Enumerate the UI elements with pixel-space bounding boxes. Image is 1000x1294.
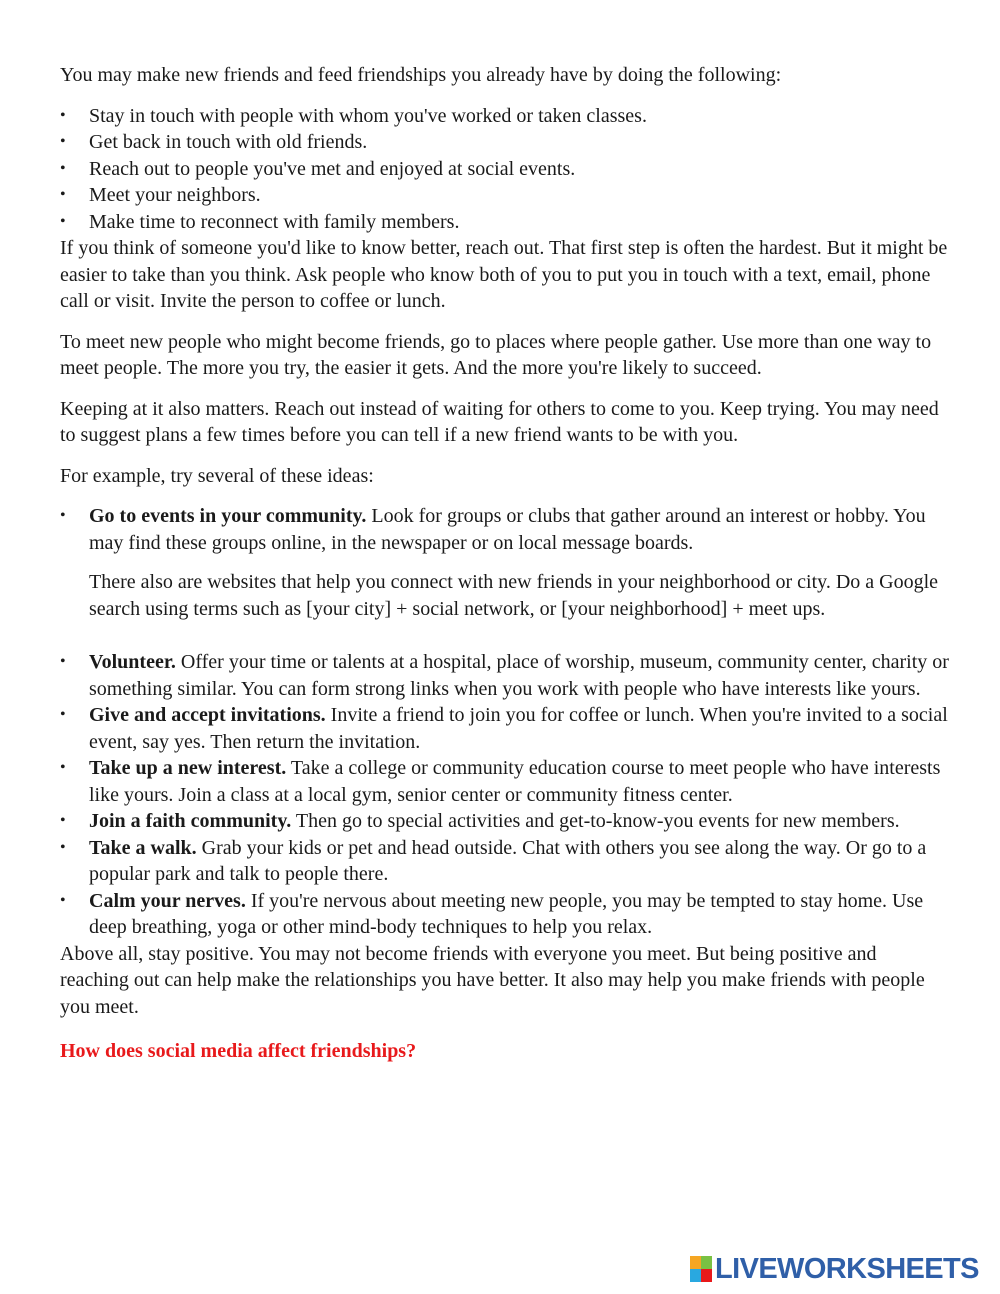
section-heading: How does social media affect friendships? bbox=[60, 1040, 417, 1062]
paragraph-keeping-at-it: Keeping at it also matters. Reach out instead of waiting for others to come to you. Keep trying. You may need to suggest plans a few times before you can tell if a new friend wants to be with you. bbox=[60, 397, 939, 446]
list-item-volunteer bbox=[60, 649, 950, 702]
paragraph-reach-out: If you think of someone you'd like to know better, reach out. That first step is often the hardest. But it might be easier to take than you think. Ask people who know both of you to put you in touch with a text, email, phone call or visit. Invite the person to coffee or lunch. bbox=[60, 237, 948, 312]
logo-mark-icon bbox=[690, 1256, 712, 1282]
list-item: • Meet your neighbors. bbox=[60, 182, 950, 209]
logo-square bbox=[701, 1269, 712, 1282]
document-page bbox=[60, 62, 950, 1065]
item-title: Join a faith community. bbox=[89, 810, 292, 832]
list-item: • Get back in touch with old friends. bbox=[60, 129, 950, 156]
list-item-invitations bbox=[60, 702, 950, 755]
item-title: Go to events in your community. bbox=[89, 505, 367, 527]
item-text: If you're nervous about meeting new people, you may be tempted to stay home. Use deep breathing, yoga or other mind-body techniques to help you relax. bbox=[89, 889, 924, 938]
closing-paragraph: Above all, stay positive. You may not become friends with everyone you meet. But being positive and reaching out can help make the relationships you have better. It also may help you make friends with people you meet. bbox=[60, 942, 925, 1018]
paragraph-for-example: For example, try several of these ideas: bbox=[60, 464, 374, 487]
item-text: Invite a friend to join you for coffee or lunch. When you're invited to a social event, say yes. Then return the invitation. bbox=[89, 704, 948, 753]
list-item-nerves bbox=[60, 888, 950, 941]
logo-text: LIVEWORKSHEETS bbox=[715, 1253, 979, 1285]
liveworksheets-logo[interactable] bbox=[690, 1253, 990, 1285]
ideas-list bbox=[60, 503, 950, 941]
list-item-events bbox=[60, 503, 950, 622]
list-item: • Make time to reconnect with family members. bbox=[60, 209, 950, 236]
item-text: Take a college or community education course to meet people who have interests like yours. Join a class at a local gym, senior center or community fitness center. bbox=[89, 757, 941, 806]
paragraph-meet-people: To meet new people who might become friends, go to places where people gather. Use more than one way to meet people. The more you try, the easier it gets. And the more you're likely to succeed. bbox=[60, 330, 932, 379]
item-title: Take up a new interest. bbox=[89, 757, 287, 779]
list-item-faith bbox=[60, 808, 950, 835]
list-item: • Stay in touch with people with whom you've worked or taken classes. bbox=[60, 103, 950, 130]
list-item-new-interest bbox=[60, 755, 950, 808]
intro-paragraph: You may make new friends and feed friendships you already have by doing the following: bbox=[60, 64, 782, 86]
item-title: Calm your nerves. bbox=[89, 889, 246, 912]
logo-square bbox=[701, 1256, 712, 1269]
item-text: Then go to special activities and get-to-know-you events for new members. bbox=[291, 810, 900, 832]
logo-square bbox=[690, 1269, 701, 1282]
list-item-walk bbox=[60, 835, 950, 888]
logo-square bbox=[690, 1256, 701, 1269]
item-text: Look for groups or clubs that gather around an interest or hobby. You may find these groups online, in the newspaper or on local message boards. bbox=[89, 505, 926, 554]
item-text: Offer your time or talents at a hospital, place of worship, museum, community center, charity or something similar. You can form strong links when you work with people who have interests like yours. bbox=[89, 651, 949, 700]
sub-paragraph-websites: There also are websites that help you connect with new friends in your neighborhood or city. Do a Google search using terms such as [your city] + social network, or [your neighborhood] + meet ups. bbox=[89, 571, 939, 620]
item-text: Grab your kids or pet and head outside. Chat with others you see along the way. Or go to a popular park and talk to people there. bbox=[89, 836, 927, 885]
item-title: Take a walk. bbox=[89, 836, 197, 859]
item-title: Volunteer. bbox=[89, 651, 176, 673]
item-title: Give and accept invitations. bbox=[89, 704, 326, 726]
list-item: • Reach out to people you've met and enjoyed at social events. bbox=[60, 156, 950, 183]
tips-list bbox=[60, 103, 950, 236]
